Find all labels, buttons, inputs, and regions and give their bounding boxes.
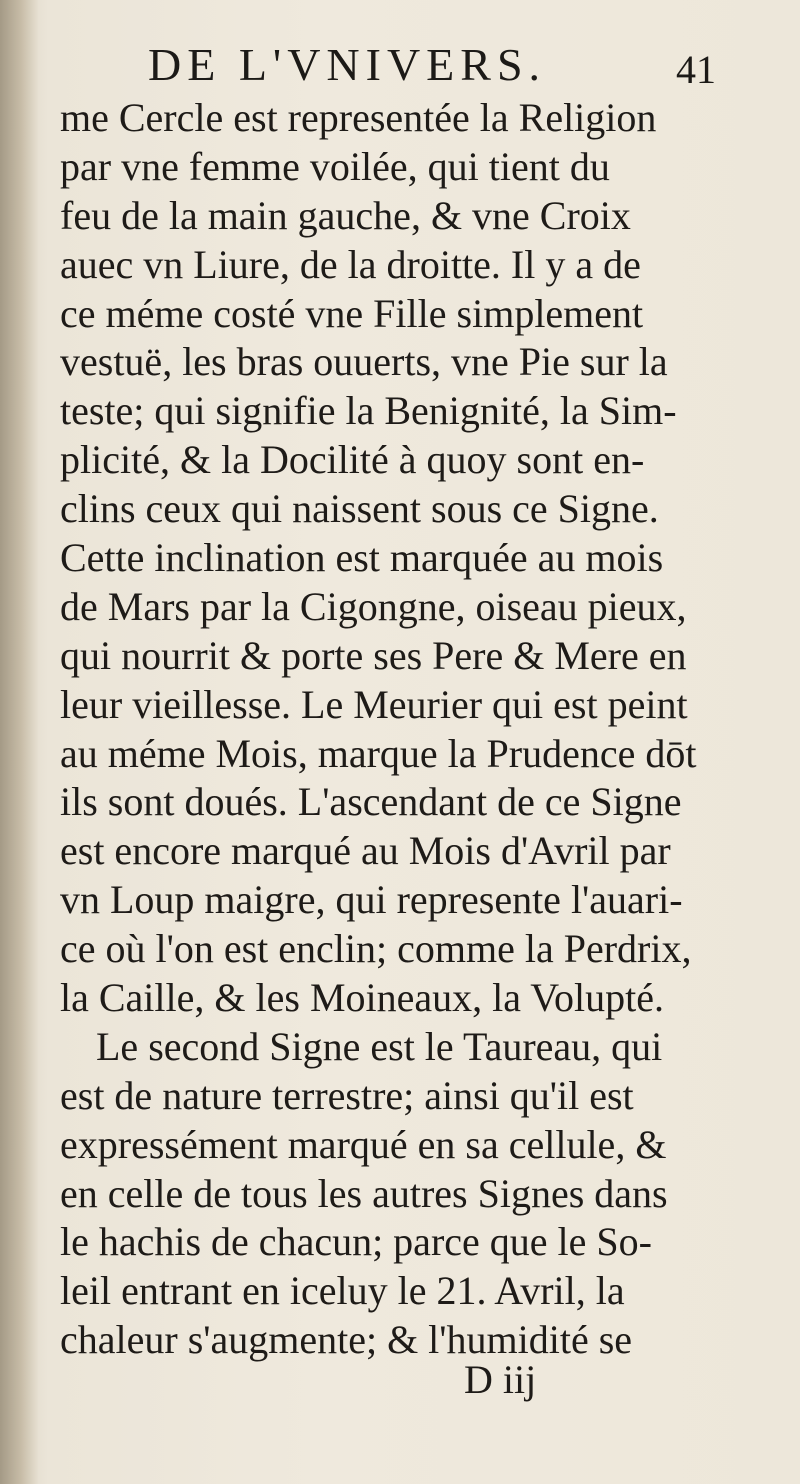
text-line: ils sont doués. L'ascendant de ce Signe [60,779,682,825]
text-line: le hachis de chacun; parce que le So- [60,1219,652,1265]
text-line: me Cercle est representée la Religion [60,95,657,140]
signature-mark: D iij [464,1357,537,1402]
text-line: en celle de tous les autres Signes dans [60,1170,668,1216]
text-line: ce méme costé vne Fille simplement [60,290,644,336]
text-line: auec vn Liure, de la droitte. Il y a de [60,241,641,287]
text-line: de Mars par la Cigongne, oiseau pieux, [60,583,687,629]
text-line: par vne femme voilée, qui tient du [60,143,610,189]
text-line: vn Loup maigre, qui represente l'auari- [60,877,683,923]
text-line: expressément marqué en sa cellule, & [60,1121,667,1167]
text-line: plicité, & la Docilité à quoy sont en- [60,437,645,483]
text-line: est de nature terrestre; ainsi qu'il est [60,1072,634,1118]
binding-gutter [0,0,38,1484]
text-line: Cette inclination est marquée au mois [60,535,664,581]
text-line: feu de la main gauche, & vne Croix [60,192,631,238]
page-header [148,38,716,98]
text-line: clins ceux qui naissent sous ce Signe. [60,486,659,532]
text-line: est encore marqué au Mois d'Avril par [60,828,671,874]
paragraph-start-line: Le second Signe est le Taureau, qui [96,1023,663,1069]
text-line: chaleur s'augmente; & l'humidité se [60,1317,633,1363]
text-line: ce où l'on est enclin; comme la Perdrix, [60,926,692,972]
text-line: au méme Mois, marque la Prudence dōt [60,730,697,776]
running-head: DE L'VNIVERS. [148,39,547,90]
text-line: teste; qui signifie la Benignité, la Sim- [60,388,677,434]
text-line: vestuë, les bras ouuerts, vne Pie sur la [60,339,668,385]
body-text [60,94,750,1365]
text-line: leur vieillesse. Le Meurier qui est peint [60,681,688,727]
text-line: qui nourrit & porte ses Pere & Mere en [60,632,687,678]
text-line: leil entrant en iceluy le 21. Avril, la [60,1268,625,1314]
text-line: la Caille, & les Moineaux, la Volupté. [60,975,664,1021]
page-number: 41 [676,47,716,92]
